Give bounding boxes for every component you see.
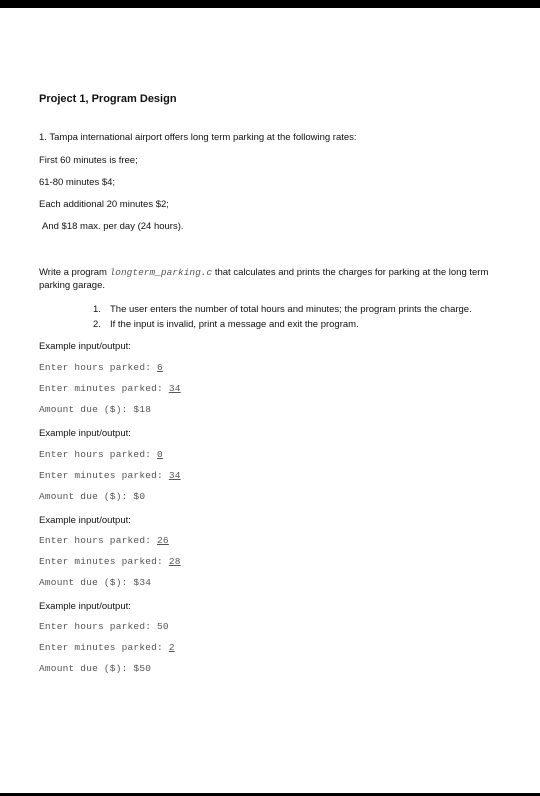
minutes-prompt: Enter minutes parked: bbox=[39, 383, 169, 394]
task-text-after: that calculates and prints the charges for parking at the long term parking garage. bbox=[39, 267, 489, 291]
hours-prompt: Enter hours parked: bbox=[39, 362, 158, 373]
hours-value: 0 bbox=[157, 449, 163, 460]
example-heading: Example input/output: bbox=[39, 515, 131, 526]
amount-line: Amount due ($): $18 bbox=[39, 404, 152, 415]
page-title: Project 1, Program Design bbox=[39, 93, 177, 105]
rate-item: 61-80 minutes $4; bbox=[39, 177, 116, 188]
hours-prompt: Enter hours parked: 50 bbox=[39, 621, 169, 632]
task-text-before: Write a program bbox=[39, 267, 110, 278]
minutes-value: 34 bbox=[168, 470, 181, 481]
hours-line bbox=[39, 621, 169, 632]
minutes-prompt: Enter minutes parked: bbox=[39, 642, 169, 653]
hours-line bbox=[39, 535, 169, 546]
intro-text: 1. Tampa international airport offers long term parking at the following rates: bbox=[39, 132, 357, 143]
minutes-line bbox=[39, 556, 181, 567]
task-paragraph bbox=[39, 266, 509, 292]
rate-item: And $18 max. per day (24 hours). bbox=[42, 221, 184, 232]
example-heading: Example input/output: bbox=[39, 341, 131, 352]
requirement-text: The user enters the number of total hours and minutes; the program prints the charge. bbox=[110, 304, 472, 315]
minutes-value: 34 bbox=[168, 383, 181, 394]
minutes-prompt: Enter minutes parked: bbox=[39, 556, 169, 567]
hours-prompt: Enter hours parked: bbox=[39, 535, 158, 546]
amount-line: Amount due ($): $0 bbox=[39, 491, 146, 502]
minutes-prompt: Enter minutes parked: bbox=[39, 470, 169, 481]
amount-line: Amount due ($): $50 bbox=[39, 663, 152, 674]
hours-line bbox=[39, 449, 163, 460]
rate-item: First 60 minutes is free; bbox=[39, 155, 138, 166]
hours-line bbox=[39, 362, 163, 373]
requirement-text: If the input is invalid, print a message and exit the program. bbox=[110, 319, 359, 330]
amount-line: Amount due ($): $34 bbox=[39, 577, 152, 588]
requirement-number: 1. bbox=[93, 304, 101, 315]
example-heading: Example input/output: bbox=[39, 601, 131, 612]
minutes-line bbox=[39, 470, 181, 481]
hours-value: 26 bbox=[157, 535, 169, 546]
minutes-value: 2 bbox=[168, 642, 175, 653]
hours-value: 6 bbox=[157, 362, 163, 373]
minutes-value: 28 bbox=[168, 556, 181, 567]
hours-prompt: Enter hours parked: bbox=[39, 449, 158, 460]
rate-item: Each additional 20 minutes $2; bbox=[39, 199, 169, 210]
requirement-number: 2. bbox=[93, 319, 101, 330]
example-heading: Example input/output: bbox=[39, 428, 131, 439]
program-filename: longterm_parking.c bbox=[109, 267, 213, 278]
minutes-line bbox=[39, 383, 181, 394]
minutes-line bbox=[39, 642, 175, 653]
